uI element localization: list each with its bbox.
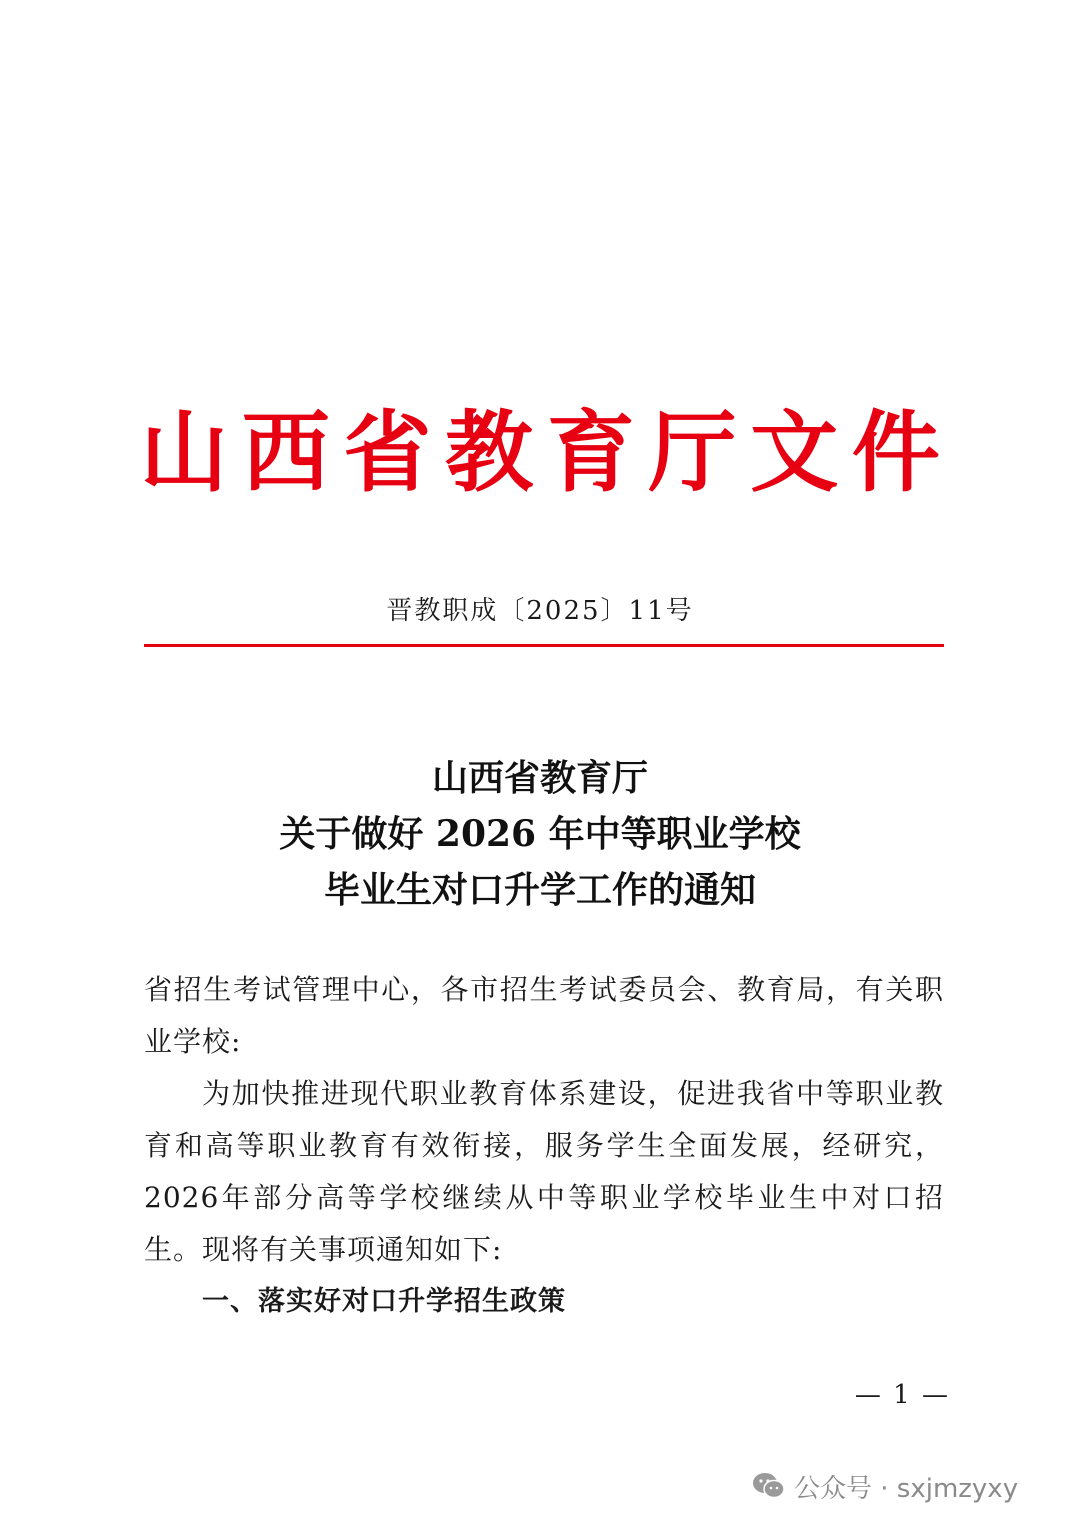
masthead-char: 教 — [445, 400, 534, 504]
body-paragraph: 为加快推进现代职业教育体系建设，促进我省中等职业教育和高等职业教育有效衔接，服务学生全面发展，经研究，2026年部分高等学校继续从中等职业学校毕业生中对口招生。现将有关事项通知如下: — [144, 1077, 944, 1266]
masthead-char: 育 — [546, 400, 635, 504]
document-number: 晋教职成〔2025〕11号 — [386, 596, 694, 626]
document-title — [0, 750, 1080, 918]
masthead-char: 件 — [851, 400, 940, 504]
addressee-paragraph: 省招生考试管理中心，各市招生考试委员会、教育局，有关职业学校: — [144, 973, 944, 1058]
masthead-char: 省 — [343, 400, 432, 504]
masthead-title — [140, 392, 940, 512]
wechat-icon — [752, 1471, 786, 1501]
title-line-1: 山西省教育厅 — [431, 757, 648, 799]
red-divider-line — [144, 644, 944, 647]
page-number: — 1 — — [854, 1380, 950, 1410]
masthead-char: 厅 — [648, 400, 737, 504]
document-body — [144, 964, 944, 1328]
title-line-3: 毕业生对口升学工作的通知 — [323, 869, 756, 911]
masthead-char: 文 — [750, 400, 839, 504]
masthead-char: 山 — [140, 400, 229, 504]
title-line-2: 关于做好 2026 年中等职业学校 — [279, 813, 801, 855]
masthead-char: 西 — [241, 400, 330, 504]
section-heading: 一、落实好对口升学招生政策 — [202, 1286, 566, 1317]
watermark-text: 公众号 · sxjmzyxy — [794, 1473, 1019, 1504]
watermark — [752, 1468, 1018, 1504]
